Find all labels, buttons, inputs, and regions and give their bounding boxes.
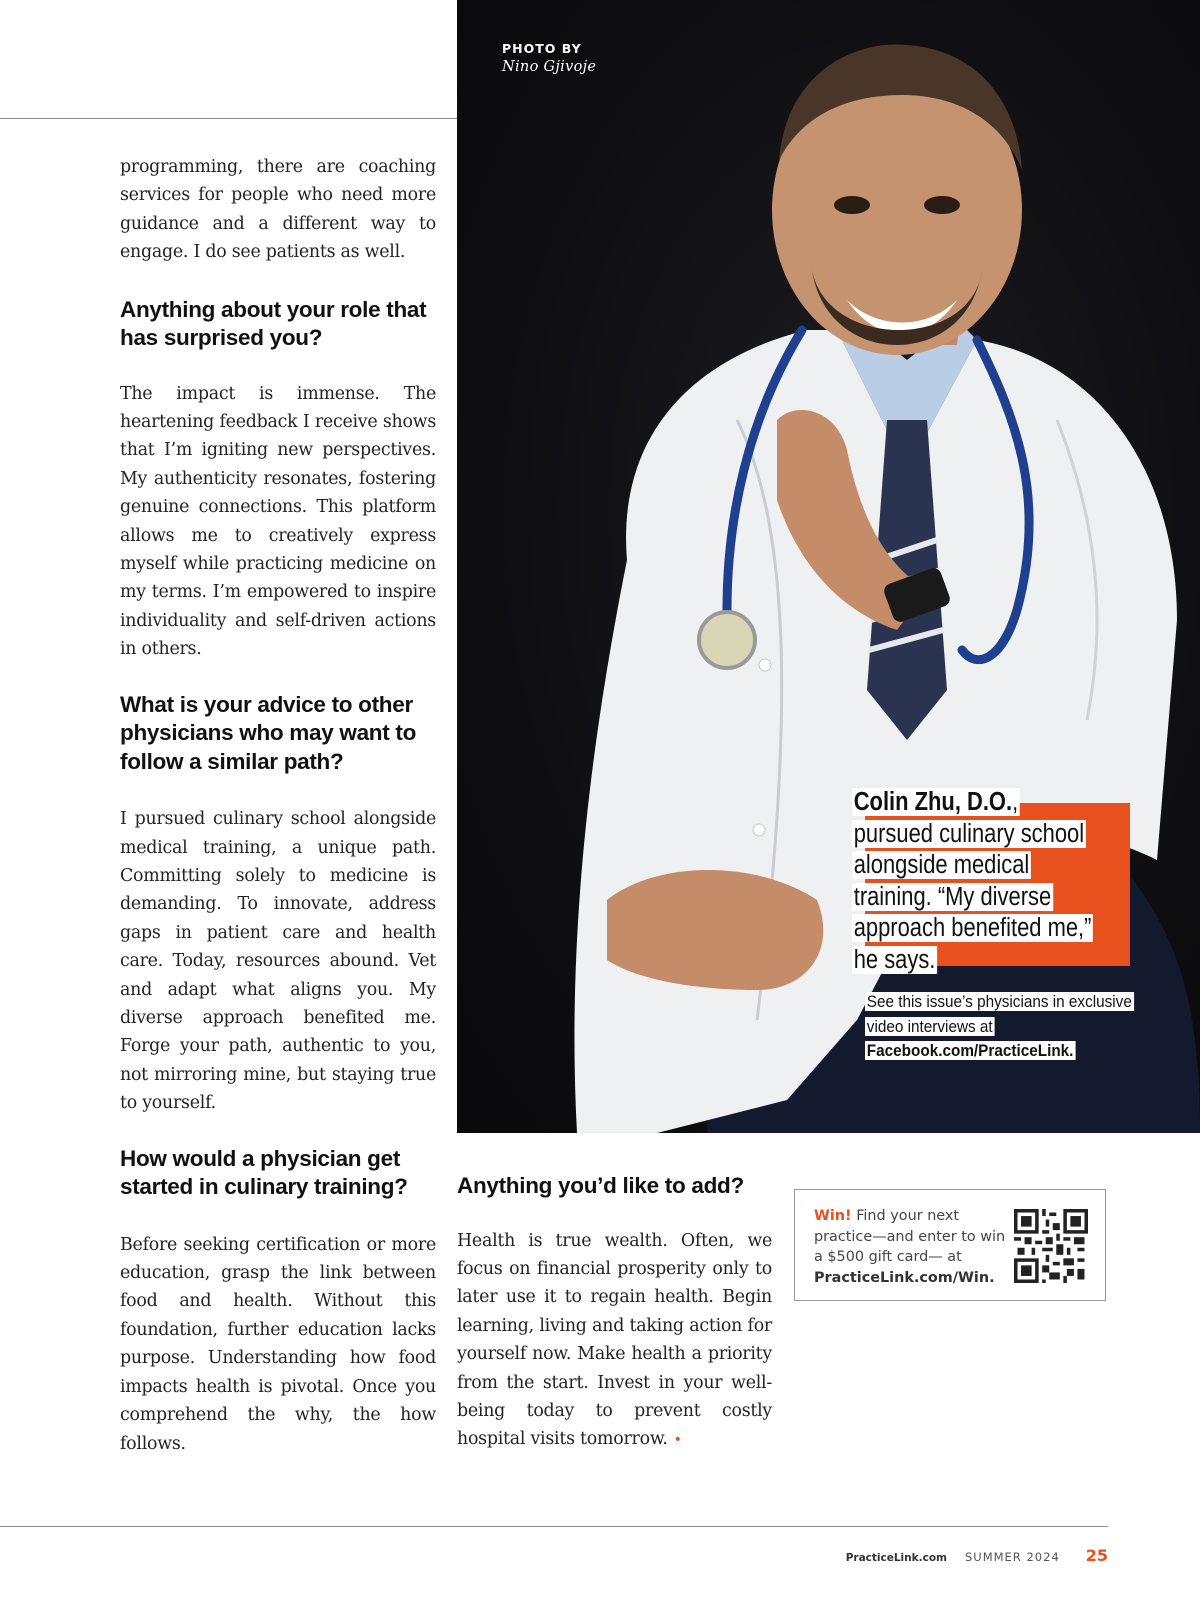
promo-box[interactable] — [794, 1189, 1106, 1301]
promo-body: Find your next practice—and enter to win a $500 gift card— at — [814, 1208, 1006, 1266]
question-heading: Anything about your role that has surprised you? — [120, 296, 427, 351]
top-rule — [0, 118, 457, 119]
answer-text: Health is true wealth. Often, we focus on financial prosperity only to later use it to regain health. Begin learning, living and taking action for yourself now. Make health a priority from the start. Invest in your well-being today to prevent costly hospital visits tomorrow. — [457, 1230, 772, 1450]
question-heading: How would a physician get started in culinary training? — [120, 1145, 408, 1200]
question-heading: What is your advice to other physicians who may want to follow a similar path? — [120, 691, 417, 774]
photo-credit-label: PHOTO BY — [502, 41, 582, 56]
promo-link[interactable]: PracticeLink.com/Win. — [814, 1269, 995, 1286]
caption-text: , pursued culinary school alongside medical training. “My diverse approach benefited me,” he says. — [853, 788, 1092, 974]
bottom-rule — [0, 1526, 1108, 1527]
facebook-link[interactable]: Facebook.com/PracticeLink. — [866, 1041, 1074, 1060]
answer-paragraph: The impact is immense. The heartening feedback I receive shows that I’m igniting new perspectives. My authenticity resonates, fostering genuine connections. This platform allows me to creatively express myself while practicing medicine on my terms. I’m empowered to inspire individuality and self-driven actions in others. — [120, 383, 436, 660]
page-number: 25 — [1085, 1546, 1108, 1565]
footer-site: PracticeLink.com — [845, 1552, 947, 1564]
video-interview-note — [865, 990, 1135, 1064]
end-mark-icon: • — [673, 1432, 682, 1449]
video-note-text: See this issue’s physicians in exclusive video interviews at — [866, 992, 1132, 1036]
intro-paragraph: programming, there are coaching services for people who need more guidance and a different way to engage. I do see patients as well. — [120, 157, 436, 263]
middle-column — [457, 1172, 772, 1455]
answer-paragraph: I pursued culinary school alongside medical training, a unique path. Committing solely to medicine is demanding. To innovate, address gaps in patient care and health care. Today, resources abound. Vet and adapt what aligns you. My diverse approach benefited me. Forge your path, authentic to you, not mirroring mine, but staying true to yourself. — [120, 809, 436, 1114]
qr-code-icon[interactable] — [1014, 1209, 1088, 1283]
promo-text — [814, 1206, 1014, 1288]
page-footer — [846, 1546, 1108, 1565]
question-heading: Anything you’d like to add? — [457, 1173, 744, 1198]
answer-paragraph: Before seeking certification or more education, grasp the link between food and health. Without this foundation, further education lacks purpose. Understanding how food impacts health is pivotal. Once you comprehend the why, the how follows. — [120, 1234, 436, 1454]
photographer-name: Nino Gjivoje — [502, 59, 597, 75]
answer-paragraph — [457, 1227, 772, 1455]
photo-caption — [852, 787, 1101, 976]
portrait-photo — [457, 0, 1200, 1133]
footer-issue: SUMMER 2024 — [964, 1550, 1060, 1564]
photo-credit — [502, 41, 596, 75]
promo-win-label: Win! — [814, 1208, 852, 1224]
caption-subject-name: Colin Zhu, D.O. — [853, 788, 1013, 816]
left-column — [120, 153, 436, 1458]
